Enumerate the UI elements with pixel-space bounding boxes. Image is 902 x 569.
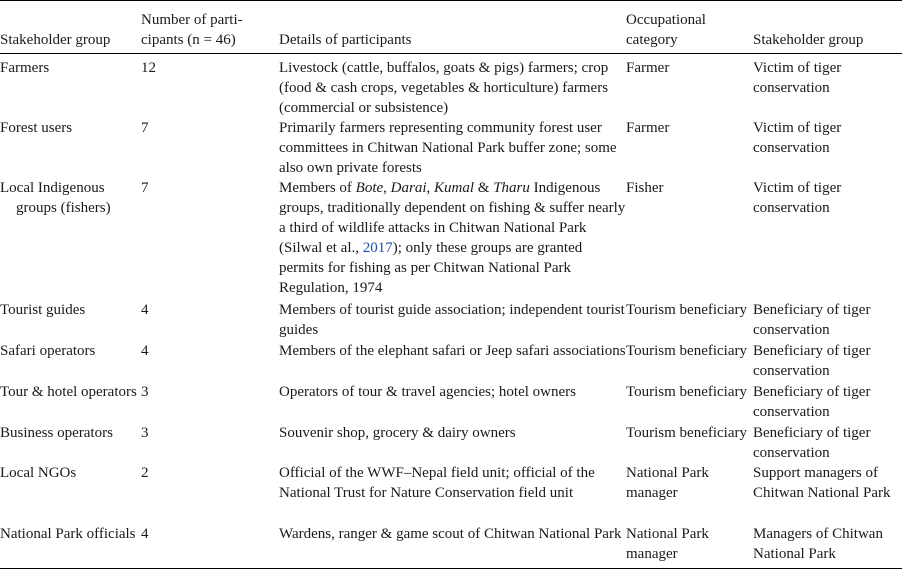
- details-separator: ,: [426, 180, 434, 196]
- cell-group: Forest users: [0, 120, 73, 136]
- cell-count: 7: [141, 120, 149, 136]
- group-name-bote: Bote: [355, 180, 384, 196]
- cell-occupation: National Park manager: [626, 526, 709, 562]
- header-number-of-participants: [141, 1, 279, 54]
- header-stakeholder-group: Stakeholder group: [0, 32, 111, 48]
- group-name-kumal: Kumal: [434, 180, 475, 196]
- table-row: [0, 423, 902, 463]
- cell-details: Official of the WWF–Nepal field unit; official of the National Trust for Nature Conservation field unit: [279, 465, 595, 501]
- cell-count: 2: [141, 465, 149, 481]
- cell-details: Primarily farmers representing community forest user committees in Chitwan National Park buffer zone; some also own private forests: [279, 120, 617, 176]
- cell-role: Victim of tiger conservation: [753, 180, 842, 216]
- header-stakeholder-group-2: Stakeholder group: [753, 32, 864, 48]
- group-name-darai: Darai: [390, 180, 427, 196]
- table-row: [0, 178, 902, 300]
- cell-count: 3: [141, 384, 149, 400]
- cell-group: Tour & hotel operators: [0, 384, 137, 400]
- cell-role: Support managers of Chitwan National Park: [753, 465, 891, 501]
- cell-details: Members of the elephant safari or Jeep safari associations: [279, 343, 626, 359]
- details-end: ); only these groups are granted permits for fishing as per Chitwan National Park Regulation, 1974: [279, 240, 583, 296]
- cell-group: National Park officials: [0, 526, 136, 542]
- header-participants-line1: Number of parti-: [141, 12, 243, 28]
- cell-count: 4: [141, 526, 149, 542]
- cell-count: 4: [141, 343, 149, 359]
- table-header-row: [0, 1, 902, 54]
- table-row: [0, 300, 902, 341]
- cell-occupation: Farmer: [626, 60, 670, 76]
- cell-occupation: National Park manager: [626, 465, 709, 501]
- cell-occupation: Tourism beneficiary: [626, 425, 747, 441]
- cell-group: Local Indigenous groups (fishers): [0, 180, 111, 216]
- table-row: [0, 341, 902, 382]
- header-occupational-category: [626, 1, 753, 54]
- cell-role: Beneficiary of tiger conservation: [753, 425, 871, 461]
- cell-details: Operators of tour & travel agencies; hotel owners: [279, 384, 576, 400]
- header-details: Details of participants: [279, 32, 412, 48]
- table-row: [0, 463, 902, 524]
- cell-role: Managers of Chitwan National Park: [753, 526, 883, 562]
- cell-occupation: Tourism beneficiary: [626, 302, 747, 318]
- header-occupational-line1: Occupational: [626, 12, 706, 28]
- cell-group: Local NGOs: [0, 465, 77, 481]
- table-row: [0, 382, 902, 423]
- cell-details: Livestock (cattle, buffalos, goats & pigs) farmers; crop (food & cash crops, vegetables & horticulture) farmers (commercial or subsistence): [279, 60, 609, 116]
- details-body: Indigenous groups, traditionally dependent on fishing & suffer nearly a third of wildlife attacks in Chitwan National Park (Silwal et al.,: [279, 180, 626, 256]
- cell-count: 3: [141, 425, 149, 441]
- cell-count: 7: [141, 180, 149, 196]
- cell-occupation: Farmer: [626, 120, 670, 136]
- header-participants-line2: cipants (n = 46): [141, 32, 236, 48]
- cell-group: Farmers: [0, 60, 50, 76]
- cell-count: 12: [141, 60, 156, 76]
- cell-role: Beneficiary of tiger conservation: [753, 343, 871, 379]
- citation-link[interactable]: 2017: [362, 240, 393, 256]
- cell-role: Beneficiary of tiger conservation: [753, 384, 871, 420]
- details-separator: &: [474, 180, 494, 196]
- cell-details: Souvenir shop, grocery & dairy owners: [279, 425, 516, 441]
- cell-group: Business operators: [0, 425, 113, 441]
- cell-occupation: Tourism beneficiary: [626, 343, 747, 359]
- header-occupational-line2: category: [626, 32, 678, 48]
- details-intro: Members of: [279, 180, 356, 196]
- group-name-tharu: Tharu: [493, 180, 530, 196]
- table-row: [0, 118, 902, 178]
- table-row: [0, 524, 902, 569]
- table-row: [0, 54, 902, 119]
- cell-role: Victim of tiger conservation: [753, 120, 842, 156]
- cell-role: Beneficiary of tiger conservation: [753, 302, 871, 338]
- cell-details: Wardens, ranger & game scout of Chitwan National Park: [279, 526, 622, 542]
- cell-group: Tourist guides: [0, 302, 86, 318]
- details-separator: ,: [383, 180, 391, 196]
- cell-role: Victim of tiger conservation: [753, 60, 842, 96]
- cell-occupation: Tourism beneficiary: [626, 384, 747, 400]
- cell-details: Members of tourist guide association; independent tourist guides: [279, 302, 625, 338]
- cell-details: [279, 178, 626, 300]
- cell-count: 4: [141, 302, 149, 318]
- cell-group: Safari operators: [0, 343, 96, 359]
- cell-occupation: Fisher: [626, 180, 664, 196]
